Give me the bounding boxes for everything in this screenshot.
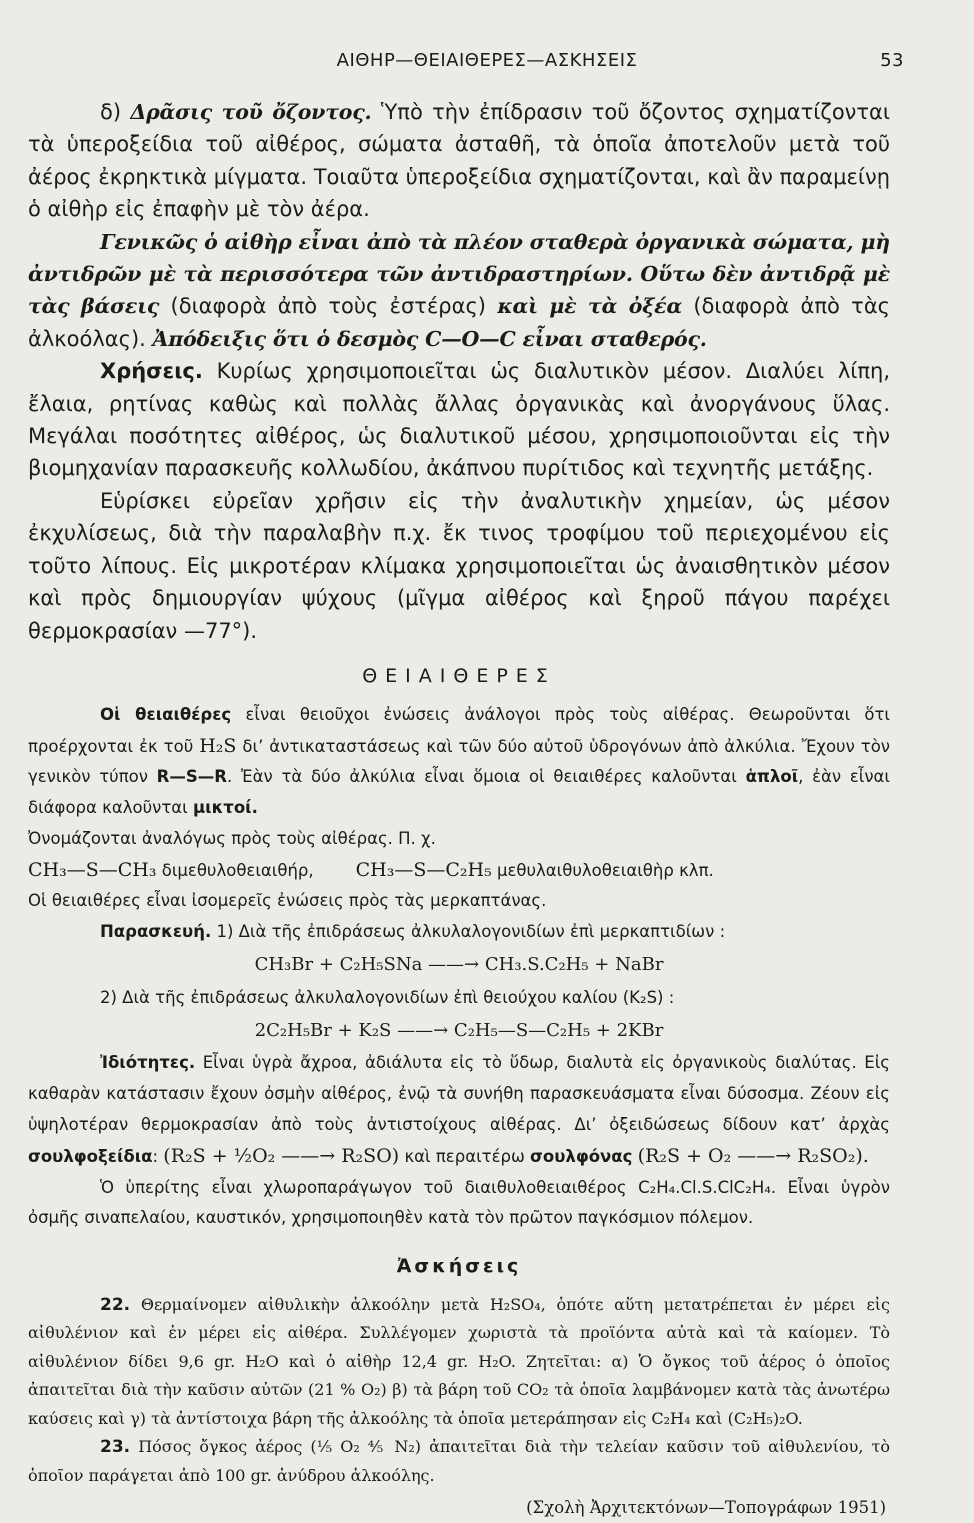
exercise-23-number: 23.: [100, 1437, 131, 1458]
page-body: [28, 96, 890, 1523]
thioethers-intro-d: , ἐὰν εἶναι διάφορα καλοῦνται: [28, 767, 891, 818]
equation-2: 2C₂H₅Br + K₂S ——→ C₂H₅—S—C₂H₅ + 2KBr: [254, 1019, 664, 1041]
thioethers-intro-b: δι’ ἀντικαταστάσεως καὶ τῶν δύο αὐτοῦ ὑδρογόνων ἀπὸ ἀλκύλια. Ἔχουν τὸν γενικὸν τύπον: [28, 736, 891, 787]
yperite-paragraph: Ὁ ὑπερίτης εἶναι χλωροπαράγωγον τοῦ διαιθυλοθειαιθέρος C₂H₄.Cl.S.ClC₂H₄. Εἶναι ὑγρὸν ὀσμῆς σιναπελαίου, καυστικόν, χρησιμοποιηθὲν κατὰ τὸν πρῶτον παγκόσμιον πόλεμον.: [28, 1177, 890, 1228]
oxidation-equation-1: (R₂S + ½O₂ ——→ R₂SO): [163, 1144, 400, 1167]
example-1-formula: CH₃—S—CH₃: [28, 858, 157, 881]
oxidation-equation-2: (R₂S + O₂ ——→ R₂SO₂).: [637, 1144, 869, 1167]
thioethers-intro-bold: Οἱ θειαιθέρες: [100, 704, 232, 724]
examples-line: [28, 855, 890, 887]
sulfoxides-term: σουλφοξείδια: [28, 1146, 153, 1166]
properties-text-a: Εἶναι ὑγρὰ ἄχροα, ἀδιάλυτα εἰς τὸ ὕδωρ, διαλυτὰ εἰς ὀργανικοὺς διαλύτας. Εἰς καθαρὰν κατάστασιν ἔχουν ὀσμὴν αἰθέρος, ἐνῷ τὰ συνήθη παρασκευάσματα εἶναι δύσοσμα. Ζέουν εἰς ὑψηλοτέραν θερμοκρασίαν ἀπὸ τοὺς ἀντιστοίχους αἰθέρας. Δι’ ὀξειδώσεως δίδουν κατ’ ἀρχὰς: [28, 1053, 890, 1135]
sulfones-term: σουλφόνας: [530, 1146, 633, 1166]
exercise-22-text: Θερμαίνομεν αἰθυλικὴν ἀλκοόλην μετὰ H₂SO₄, ὁπότε αὕτη μετατρέπεται ἐν μέρει εἰς αἰθυλένιον καὶ ἐν μέρει εἰς αἰθέρα. Συλλέγομεν χωριστὰ τὰ προϊόντα αὐτὰ καὶ τὰ καίομεν. Τὸ αἰθυλένιον δίδει 9,6 gr. H₂O καὶ ὁ αἰθὴρ 12,4 gr. H₂O. Ζητεῖται: α) Ὁ ὄγκος τοῦ ἀέρος ὁ ὁποῖος ἀπαιτεῖται διὰ τὴν καῦσιν αὐτῶν (21 % O₂) β) τὰ βάρη τοῦ CO₂ τὰ ὁποῖα λαμβάνομεν κατὰ τὰς ἀνωτέρω καύσεις καὶ γ) τὰ ἀντίστοιχα βάρη τῆς ἀλκοόλης τὰ ὁποῖα μετεράπησαν εἰς C₂H₄ καὶ (C₂H₅)₂O.: [28, 1294, 890, 1428]
uses-heading: Χρήσεις.: [100, 359, 203, 384]
properties-text-c: καὶ περαιτέρω: [404, 1146, 525, 1166]
preparation-1: [28, 917, 890, 948]
paragraph-uses-2: [28, 485, 890, 647]
properties-heading: Ἰδιότητες.: [100, 1053, 196, 1073]
example-1-name: διμεθυλοθειαιθήρ,: [161, 860, 314, 880]
uses-text-2: Εὑρίσκει εὐρεῖαν χρῆσιν εἰς τὴν ἀναλυτικὴν χημείαν, ὡς μέσον ἐκχυλίσεως, διὰ τὴν παραλαβὴν π.χ. ἔκ τινος τροφίμου τοῦ περιεχομένου εἰς τοῦτο λίπους. Εἰς μικροτέραν κλίμακα χρησιμοποιεῖται ὡς ἀναισθητικὸν μέσον καὶ πρὸς δημιουργίαν ψύχους (μῖγμα αἰθέρος καὶ ξηροῦ πάγου παρέχει θερμοκρασίαν —77°).: [28, 488, 890, 643]
general-formula: R—S—R: [156, 767, 227, 787]
stability-italic-1: Γενικῶς ὁ αἰθὴρ εἶναι ἀπὸ τὰ πλέον σταθερὰ ὀργανικὰ σώματα, μὴ ἀντιδρῶν μὲ τὰ περισσότερα τῶν ἀντιδραστηρίων. Οὕτω δὲν ἀντιδρᾷ μὲ τὰς βάσεις: [28, 229, 890, 319]
header-title: ΑΙΘΗΡ—ΘΕΙΑΙΘΕΡΕΣ—ΑΣΚΗΣΕΙΣ: [336, 50, 638, 71]
stability-plain-1: (διαφορὰ ἀπὸ τοὺς ἐστέρας): [170, 294, 486, 319]
exercise-22-number: 22.: [100, 1294, 131, 1315]
page-number: 53: [880, 50, 904, 71]
section-label: δ): [100, 100, 122, 124]
exercise-source: (Σχολὴ Ἀρχιτεκτόνων—Τοπογράφων 1951): [526, 1498, 886, 1518]
preparation-1-text: 1) Διὰ τῆς ἐπιδράσεως ἀλκυλαλογονιδίων ἐπὶ μερκαπτιδίων :: [216, 922, 726, 942]
preparation-heading: Παρασκευή.: [100, 922, 212, 942]
thioethers-title: ΘΕΙΑΙΘΕΡΕΣ: [362, 664, 556, 687]
simple-term: ἁπλοῖ: [745, 767, 799, 787]
stability-italic-3: Ἀπόδειξις ὅτι ὁ δεσμὸς C—O—C εἶναι σταθερός.: [152, 326, 707, 351]
thioethers-intro-c: . Ἐὰν τὰ δύο ἀλκύλια εἶναι ὅμοια οἱ θειαιθέρες καλοῦνται: [226, 767, 737, 787]
preparation-2: 2) Διὰ τῆς ἐπιδράσεως ἀλκυλαλογονιδίων ἐπὶ θειούχου καλίου (K₂S) :: [100, 987, 675, 1007]
mixed-term: μικτοί.: [193, 798, 258, 818]
paragraph-stability: [28, 226, 890, 356]
stability-plain-2: (διαφορὰ ἀπὸ τὰς ἀλκοόλας).: [28, 294, 890, 351]
paragraph-uses: [28, 355, 890, 485]
exercise-23: [28, 1433, 890, 1490]
ozone-text: Ὑπὸ τὴν ἐπίδρασιν τοῦ ὄζοντος σχηματίζονται τὰ ὑπεροξείδια τοῦ αἰθέρος, σώματα ἀσταθῆ, τὰ ὁποῖα ἀποτελοῦν μετὰ τοῦ ἀέρος ἐκρηκτικὰ μίγματα. Τοιαῦτα ὑπεροξείδια σχηματίζονται, καὶ ἂν παραμείνῃ ὁ αἰθὴρ εἰς ἐπαφὴν μὲ τὸν ἀέρα.: [28, 100, 891, 222]
naming-line: Ὀνομάζονται ἀναλόγως πρὸς τοὺς αἰθέρας. Π. χ.: [28, 828, 436, 848]
properties-text-b: :: [152, 1146, 159, 1166]
thioethers-intro-a: εἶναι θειοῦχοι ἐνώσεις ἀνάλογοι πρὸς τοὺς αἰθέρας. Θεωροῦνται ὅτι προέρχονται ἐκ τοῦ: [28, 704, 891, 756]
exercises-title: Ἀσκήσεις: [396, 1255, 522, 1278]
example-2-formula: CH₃—S—C₂H₅: [355, 858, 492, 881]
paragraph-ozone: [28, 96, 890, 226]
exercises-list: [28, 1291, 890, 1523]
thioethers-intro: [28, 700, 890, 824]
ozone-heading: Δρᾶσις τοῦ ὄζοντος.: [130, 100, 372, 124]
example-2-name: μεθυλαιθυλοθειαιθὴρ κλπ.: [496, 860, 714, 880]
properties-paragraph: [28, 1048, 890, 1172]
stability-italic-2: καὶ μὲ τὰ ὀξέα: [497, 294, 683, 319]
isomer-line: Οἱ θειαιθέρες εἶναι ἰσομερεῖς ἐνώσεις πρὸς τὰς μερκαπτάνας.: [28, 891, 547, 911]
equation-1: CH₃Br + C₂H₅SNa ——→ CH₃.S.C₂H₅ + NaBr: [254, 954, 664, 976]
exercise-23-text: Πόσος ὄγκος ἀέρος (⅕ O₂ ⅘ N₂) ἀπαιτεῖται διὰ τὴν τελείαν καῦσιν τοῦ αἰθυλενίου, τὸ ὁποῖον παράγεται ἀπὸ 100 gr. ἀνύδρου ἀλκοόλης.: [28, 1437, 890, 1485]
thioethers-section: [28, 661, 890, 1234]
h2s-formula: H₂S: [199, 734, 237, 757]
exercise-22: [28, 1291, 890, 1434]
uses-text-1: Κυρίως χρησιμοποιεῖται ὡς διαλυτικὸν μέσον. Διαλύει λίπη, ἔλαια, ρητίνας καθὼς καὶ πολλὰς ἄλλας ὀργανικὰς καὶ ἀνοργάνους ὕλας. Μεγάλαι ποσότητες αἰθέρος, ὡς διαλυτικοῦ μέσου, χρησιμοποιοῦνται εἰς τὴν βιομηχανίαν παρασκευῆς κολλωδίου, ἀκάπνου πυρίτιδος καὶ τεχνητῆς μετάξης.: [28, 359, 890, 481]
running-header: [40, 50, 934, 76]
